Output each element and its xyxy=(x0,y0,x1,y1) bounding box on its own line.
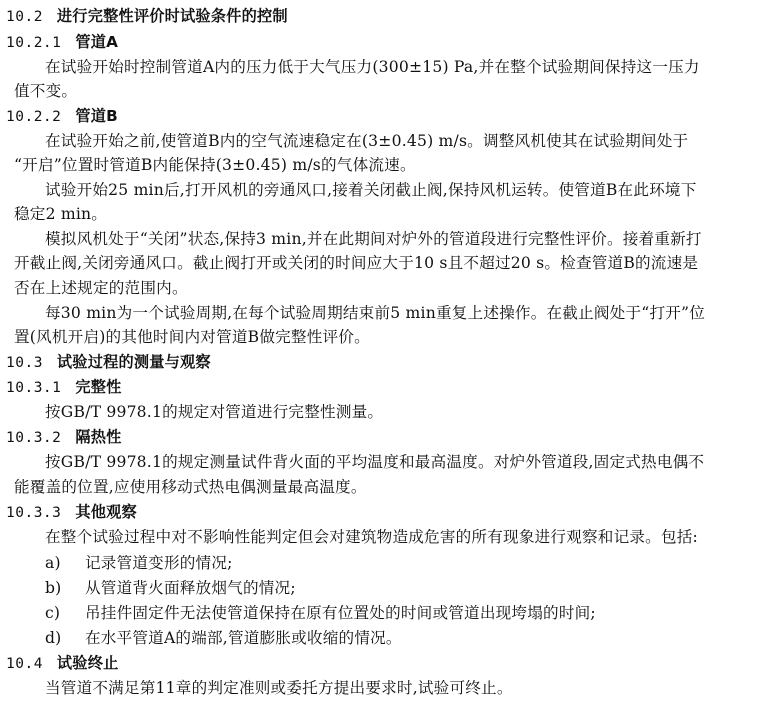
paragraph-line: 否在上述规定的范围内。 xyxy=(14,279,188,297)
paragraph-line: 在试验开始时控制管道A内的压力低于大气压力(300±15) Pa,并在整个试验期间保持这一压力 xyxy=(45,58,700,76)
section-number: 10.4 xyxy=(6,656,43,672)
paragraph-line: 按GB/T 9978.1的规定测量试件背火面的平均温度和最高温度。对炉外管道段,固定式热电偶不 xyxy=(45,453,705,471)
section-number: 10.3 xyxy=(6,355,43,371)
section-number: 10.3.3 xyxy=(6,505,62,521)
list-item xyxy=(45,553,233,573)
list-marker: a) xyxy=(45,554,61,572)
section-heading-10-4 xyxy=(6,653,118,674)
paragraph-line: 模拟风机处于“关闭”状态,保持3 min,并在此期间对炉外的管道段进行完整性评价。接着重新打 xyxy=(45,230,702,248)
section-heading-10-3-2 xyxy=(6,427,122,448)
paragraph-line: 稳定2 min。 xyxy=(14,205,108,223)
section-number: 10.2.2 xyxy=(6,109,62,125)
paragraph-line: “开启”位置时管道B内能保持(3±0.45) m/s的气体流速。 xyxy=(14,156,416,174)
list-item-text: 记录管道变形的情况; xyxy=(85,554,233,572)
list-item xyxy=(45,628,402,648)
section-number: 10.3.1 xyxy=(6,380,62,396)
list-item-text: 在水平管道A的端部,管道膨胀或收缩的情况。 xyxy=(85,629,402,647)
paragraph-line: 值不变。 xyxy=(14,82,78,100)
section-heading-10-2 xyxy=(6,6,288,27)
list-item-text: 吊挂件固定件无法使管道保持在原有位置处的时间或管道出现垮塌的时间; xyxy=(85,604,596,622)
paragraph-line: 能覆盖的位置,应使用移动式热电偶测量最高温度。 xyxy=(14,478,367,496)
section-number: 10.2 xyxy=(6,9,43,25)
list-marker: c) xyxy=(45,604,61,622)
paragraph-line: 开截止阀,关闭旁通风口。截止阀打开或关闭的时间应大于10 s且不超过20 s。检查管道B的流速是 xyxy=(14,254,699,272)
section-title: 试验过程的测量与观察 xyxy=(56,353,211,371)
section-title: 隔热性 xyxy=(75,428,122,446)
section-number: 10.3.2 xyxy=(6,430,62,446)
section-heading-10-3-3 xyxy=(6,502,137,523)
list-item xyxy=(45,578,296,598)
section-title: 管道B xyxy=(75,107,118,125)
paragraph-line: 置(风机开启)的其他时间内对管道B做完整性评价。 xyxy=(14,328,370,346)
section-number: 10.2.1 xyxy=(6,35,62,51)
section-title: 管道A xyxy=(75,33,119,51)
section-heading-10-3-1 xyxy=(6,377,122,398)
list-marker: d) xyxy=(45,629,62,647)
paragraph-line: 试验开始25 min后,打开风机的旁通风口,接着关闭截止阀,保持风机运转。使管道B在此环境下 xyxy=(45,181,697,199)
paragraph-line: 按GB/T 9978.1的规定对管道进行完整性测量。 xyxy=(45,403,384,421)
section-heading-10-3 xyxy=(6,352,211,373)
section-title: 进行完整性评价时试验条件的控制 xyxy=(56,7,288,25)
list-item xyxy=(45,603,596,623)
list-marker: b) xyxy=(45,579,62,597)
paragraph-line: 在试验开始之前,使管道B内的空气流速稳定在(3±0.45) m/s。调整风机使其在试验期间处于 xyxy=(45,132,689,150)
section-title: 完整性 xyxy=(75,378,122,396)
paragraph-line: 在整个试验过程中对不影响性能判定但会对建筑物造成危害的所有现象进行观察和记录。包括: xyxy=(45,528,698,546)
section-heading-10-2-2 xyxy=(6,106,118,127)
list-item-text: 从管道背火面释放烟气的情况; xyxy=(85,579,296,597)
section-title: 试验终止 xyxy=(56,654,119,672)
paragraph-line: 每30 min为一个试验周期,在每个试验周期结束前5 min重复上述操作。在截止阀处于“打开”位 xyxy=(45,304,705,322)
paragraph-line: 当管道不满足第11章的判定准则或委托方提出要求时,试验可终止。 xyxy=(45,679,513,697)
section-title: 其他观察 xyxy=(75,503,137,521)
section-heading-10-2-1 xyxy=(6,32,118,53)
